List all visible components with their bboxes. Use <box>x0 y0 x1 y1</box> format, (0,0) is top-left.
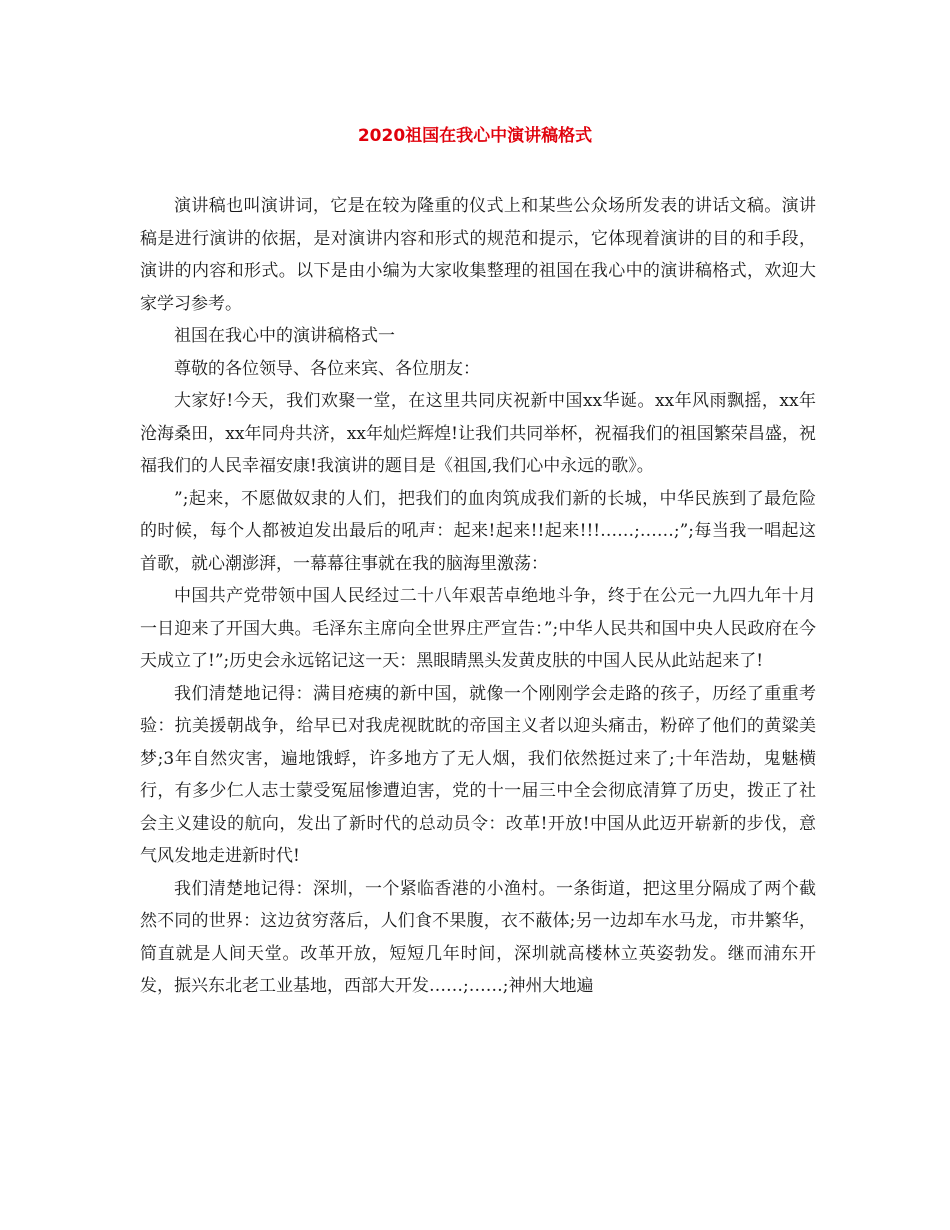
salutation: 尊敬的各位领导、各位来宾、各位朋友： <box>174 358 480 379</box>
paragraph: 中国共产党带领中国人民经过二十八年艰苦卓绝地斗争，终于在公元一九四九年十月一日迎来了开国大典。毛泽东主席向全世界庄严宣告：”;中华人民共和国中央人民政府在今天成立了!”;历史会永远铭记这一天：黑眼睛黑头发黄皮肤的中国人民从此站起来了! <box>140 586 816 671</box>
document-body <box>140 190 816 1003</box>
section-heading: 祖国在我心中的演讲稿格式一 <box>174 326 395 346</box>
paragraph: 演讲稿也叫演讲词，它是在较为隆重的仪式上和某些公众场所发表的讲话文稿。演讲稿是进行演讲的依据，是对演讲内容和形式的规范和提示，它体现着演讲的目的和手段，演讲的内容和形式。以下是由小编为大家收集整理的祖国在我心中的演讲稿格式，欢迎大家学习参考。 <box>140 196 816 314</box>
paragraph: 大家好!今天，我们欢聚一堂，在这里共同庆祝新中国xx华诞。xx年风雨飘摇，xx年沧海桑田，xx年同舟共济，xx年灿烂辉煌!让我们共同举杯，祝福我们的祖国繁荣昌盛，祝福我们的人民幸福安康!我演讲的题目是《祖国,我们心中永远的歌》。 <box>140 391 816 476</box>
document-title: 2020祖国在我心中演讲稿格式 <box>357 126 593 146</box>
paragraph: 我们清楚地记得：满目疮痍的新中国，就像一个刚刚学会走路的孩子，历经了重重考验：抗美援朝战争，给早已对我虎视眈眈的帝国主义者以迎头痛击，粉碎了他们的黄粱美梦;3年自然灾害，遍地饿蜉，许多地方了无人烟，我们依然挺过来了;十年浩劫，鬼魅横行，有多少仁人志士蒙受冤屈惨遭迫害，党的十一届三中全会彻底清算了历史，拨正了社会主义建设的航向，发出了新时代的总动员令：改革!开放!中国从此迈开崭新的步伐，意气风发地走进新时代! <box>140 683 816 866</box>
paragraph: ”;起来，不愿做奴隶的人们，把我们的血肉筑成我们新的长城，中华民族到了最危险的时候，每个人都被迫发出最后的吼声：起来!起来!!起来!!!……;……;”;每当我一唱起这首歌，就心潮澎湃，一幕幕往事就在我的脑海里激荡： <box>140 488 816 574</box>
paragraph: 我们清楚地记得：深圳，一个紧临香港的小渔村。一条街道，把这里分隔成了两个截然不同的世界：这边贫穷落后，人们食不果腹，衣不蔽体;另一边却车水马龙，市井繁华，简直就是人间天堂。改革开放，短短几年时间，深圳就高楼林立英姿勃发。继而浦东开发，振兴东北老工业基地，西部大开发……;……;神州大地遍 <box>140 878 816 996</box>
